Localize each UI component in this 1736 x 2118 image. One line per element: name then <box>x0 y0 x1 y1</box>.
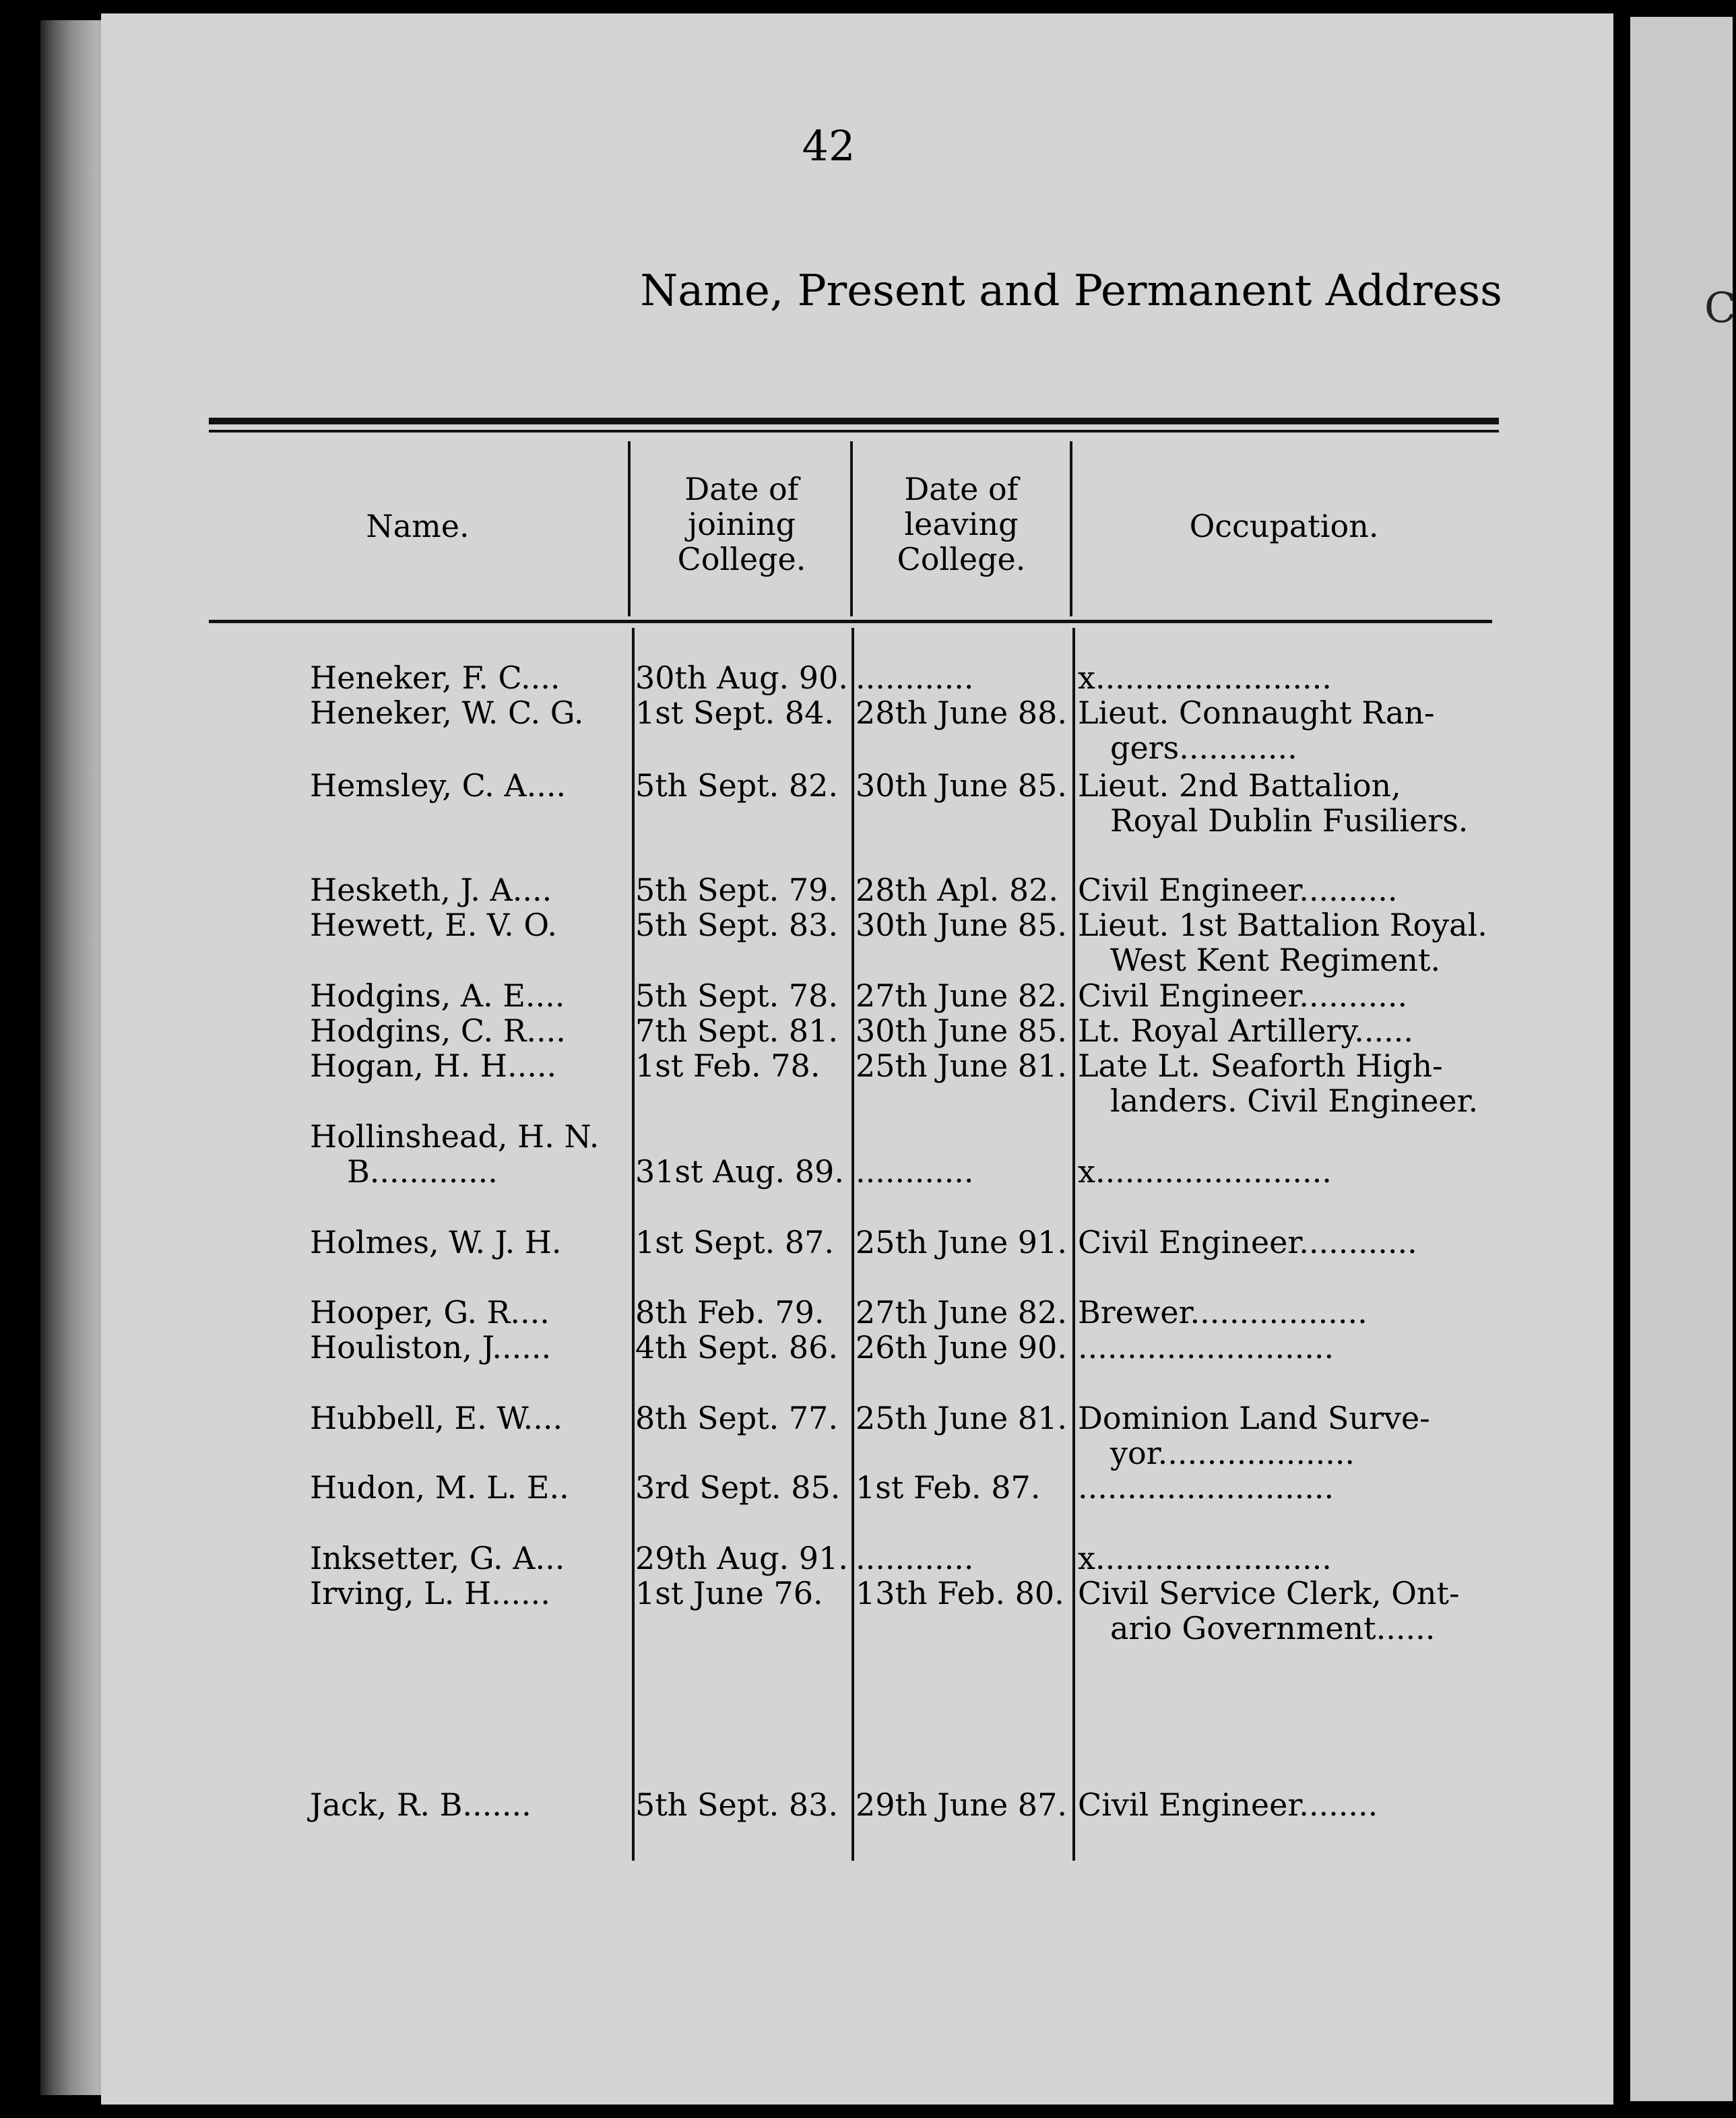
occupation-line: Lieut. Connaught Ran- <box>1078 695 1435 731</box>
row-occupation <box>1078 1787 1499 1822</box>
occupation-line: Civil Engineer........... <box>1078 977 1408 1014</box>
row-date-leaving: 25th June 91. <box>856 1224 1067 1260</box>
occupation-line: Civil Engineer............ <box>1078 1224 1417 1260</box>
row-date-joining: 1st Feb. 78. <box>635 1048 821 1084</box>
row-occupation <box>1078 978 1499 1013</box>
occupation-line: Civil Engineer........ <box>1078 1787 1378 1823</box>
header-divider <box>1070 441 1072 616</box>
page-number: 42 <box>802 121 856 170</box>
row-date-joining: 1st June 76. <box>635 1575 823 1611</box>
row-occupation <box>1078 1401 1499 1471</box>
header-leaving <box>854 472 1068 577</box>
top-rule-thick <box>209 418 1499 424</box>
row-occupation <box>1078 1470 1499 1505</box>
row-date-joining: 5th Sept. 82. <box>635 767 839 804</box>
row-date-joining: 30th Aug. 90. <box>635 660 848 696</box>
header-occupation: Occupation. <box>1189 508 1379 544</box>
row-date-joining: 1st Sept. 84. <box>635 695 835 731</box>
occupation-line: Civil Service Clerk, Ont- <box>1078 1575 1460 1611</box>
row-occupation <box>1078 660 1499 695</box>
occupation-line: Brewer.................. <box>1078 1294 1368 1330</box>
row-date-leaving: 29th June 87. <box>856 1787 1067 1823</box>
occupation-line: x........................ <box>1078 660 1332 696</box>
row-name: Holmes, W. J. H. <box>310 1224 562 1260</box>
row-name: Heneker, F. C.... <box>310 660 560 696</box>
occupation-line: yor.................... <box>1110 1435 1355 1471</box>
column-divider <box>632 628 635 1861</box>
row-date-joining: 29th Aug. 91. <box>635 1540 848 1576</box>
occupation-line: .......................... <box>1078 1329 1335 1366</box>
row-date-joining: 5th Sept. 78. <box>635 977 839 1014</box>
header-joining-line: joining <box>687 506 796 542</box>
occupation-line: Dominion Land Surve- <box>1078 1400 1430 1436</box>
header-divider <box>628 441 631 616</box>
row-date-leaving: 25th June 81. <box>856 1400 1067 1436</box>
header-leaving-line: leaving <box>904 506 1019 542</box>
row-name: Jack, R. B....... <box>310 1787 532 1823</box>
header-divider <box>850 441 853 616</box>
row-date-leaving: ............ <box>856 1153 974 1190</box>
page-title: Name, Present and Permanent Address <box>640 266 1502 316</box>
row-date-leaving: 25th June 81. <box>856 1048 1067 1084</box>
row-date-leaving: 26th June 90. <box>856 1329 1067 1366</box>
row-name: Hudon, M. L. E.. <box>310 1469 569 1506</box>
row-date-leaving: 27th June 82. <box>856 977 1067 1014</box>
row-date-leaving: ............ <box>856 660 974 696</box>
column-divider <box>851 628 854 1861</box>
occupation-line: x........................ <box>1078 1153 1332 1190</box>
row-occupation <box>1078 1330 1499 1365</box>
row-date-leaving: 13th Feb. 80. <box>856 1575 1064 1611</box>
row-name: Houliston, J...... <box>310 1329 552 1366</box>
facing-page-edge <box>1630 17 1736 2101</box>
occupation-line: .......................... <box>1078 1469 1335 1506</box>
row-date-leaving: 28th Apl. 82. <box>856 872 1059 908</box>
row-date-leaving: 28th June 88. <box>856 695 1067 731</box>
header-name: Name. <box>366 508 470 544</box>
facing-page-fragment: C <box>1704 283 1736 332</box>
row-occupation <box>1078 1154 1499 1189</box>
header-leaving-line: Date of <box>904 471 1019 507</box>
row-date-joining: 4th Sept. 86. <box>635 1329 839 1366</box>
row-date-joining: 31st Aug. 89. <box>635 1153 844 1190</box>
row-date-leaving: 1st Feb. 87. <box>856 1469 1041 1506</box>
row-name: B............. <box>347 1153 498 1190</box>
row-occupation <box>1078 907 1499 977</box>
occupation-line: Royal Dublin Fusiliers. <box>1110 802 1469 839</box>
row-date-joining: 7th Sept. 81. <box>635 1013 839 1049</box>
occupation-line: Late Lt. Seaforth High- <box>1078 1048 1443 1084</box>
header-leaving-line: College. <box>897 541 1026 577</box>
occupation-line: landers. Civil Engineer. <box>1110 1083 1479 1119</box>
header-joining-line: College. <box>677 541 806 577</box>
row-date-joining: 1st Sept. 87. <box>635 1224 835 1260</box>
row-name: Hodgins, C. R.... <box>310 1013 566 1049</box>
row-date-leaving: ............ <box>856 1540 974 1576</box>
row-name: Hewett, E. V. O. <box>310 907 558 943</box>
row-occupation <box>1078 1225 1499 1260</box>
occupation-line: Lt. Royal Artillery...... <box>1078 1013 1414 1049</box>
occupation-line: Lieut. 1st Battalion Royal. <box>1078 907 1487 943</box>
occupation-line: gers............ <box>1110 730 1297 766</box>
header-joining-line: Date of <box>684 471 799 507</box>
row-occupation <box>1078 768 1499 838</box>
row-occupation <box>1078 1541 1499 1576</box>
row-name: Hubbell, E. W.... <box>310 1400 563 1436</box>
row-occupation <box>1078 1048 1499 1118</box>
top-rule-thin <box>209 430 1499 432</box>
occupation-line: West Kent Regiment. <box>1110 942 1441 978</box>
header-rule <box>209 620 1492 623</box>
row-occupation <box>1078 872 1499 907</box>
row-name: Hodgins, A. E.... <box>310 977 565 1014</box>
row-date-joining: 3rd Sept. 85. <box>635 1469 841 1506</box>
row-name: Heneker, W. C. G. <box>310 695 584 731</box>
row-name: Hollinshead, H. N. <box>310 1118 600 1155</box>
row-date-joining: 8th Sept. 77. <box>635 1400 839 1436</box>
row-date-joining: 5th Sept. 83. <box>635 1787 839 1823</box>
row-date-leaving: 30th June 85. <box>856 767 1067 804</box>
row-date-leaving: 27th June 82. <box>856 1294 1067 1330</box>
row-date-joining: 8th Feb. 79. <box>635 1294 825 1330</box>
occupation-line: x........................ <box>1078 1540 1332 1576</box>
occupation-line: ario Government...... <box>1110 1610 1436 1646</box>
row-name: Hogan, H. H..... <box>310 1048 557 1084</box>
occupation-line: Civil Engineer.......... <box>1078 872 1398 908</box>
row-occupation <box>1078 1576 1499 1646</box>
row-date-joining: 5th Sept. 83. <box>635 907 839 943</box>
row-name: Hesketh, J. A.... <box>310 872 552 908</box>
row-occupation <box>1078 695 1499 765</box>
header-joining <box>635 472 849 577</box>
occupation-line: Lieut. 2nd Battalion, <box>1078 767 1401 804</box>
row-name: Hooper, G. R.... <box>310 1294 550 1330</box>
column-divider <box>1072 628 1075 1861</box>
row-name: Inksetter, G. A... <box>310 1540 565 1576</box>
row-date-leaving: 30th June 85. <box>856 1013 1067 1049</box>
row-name: Hemsley, C. A.... <box>310 767 567 804</box>
row-occupation <box>1078 1295 1499 1330</box>
row-occupation <box>1078 1013 1499 1048</box>
row-date-leaving: 30th June 85. <box>856 907 1067 943</box>
row-name: Irving, L. H...... <box>310 1575 550 1611</box>
row-date-joining: 5th Sept. 79. <box>635 872 839 908</box>
